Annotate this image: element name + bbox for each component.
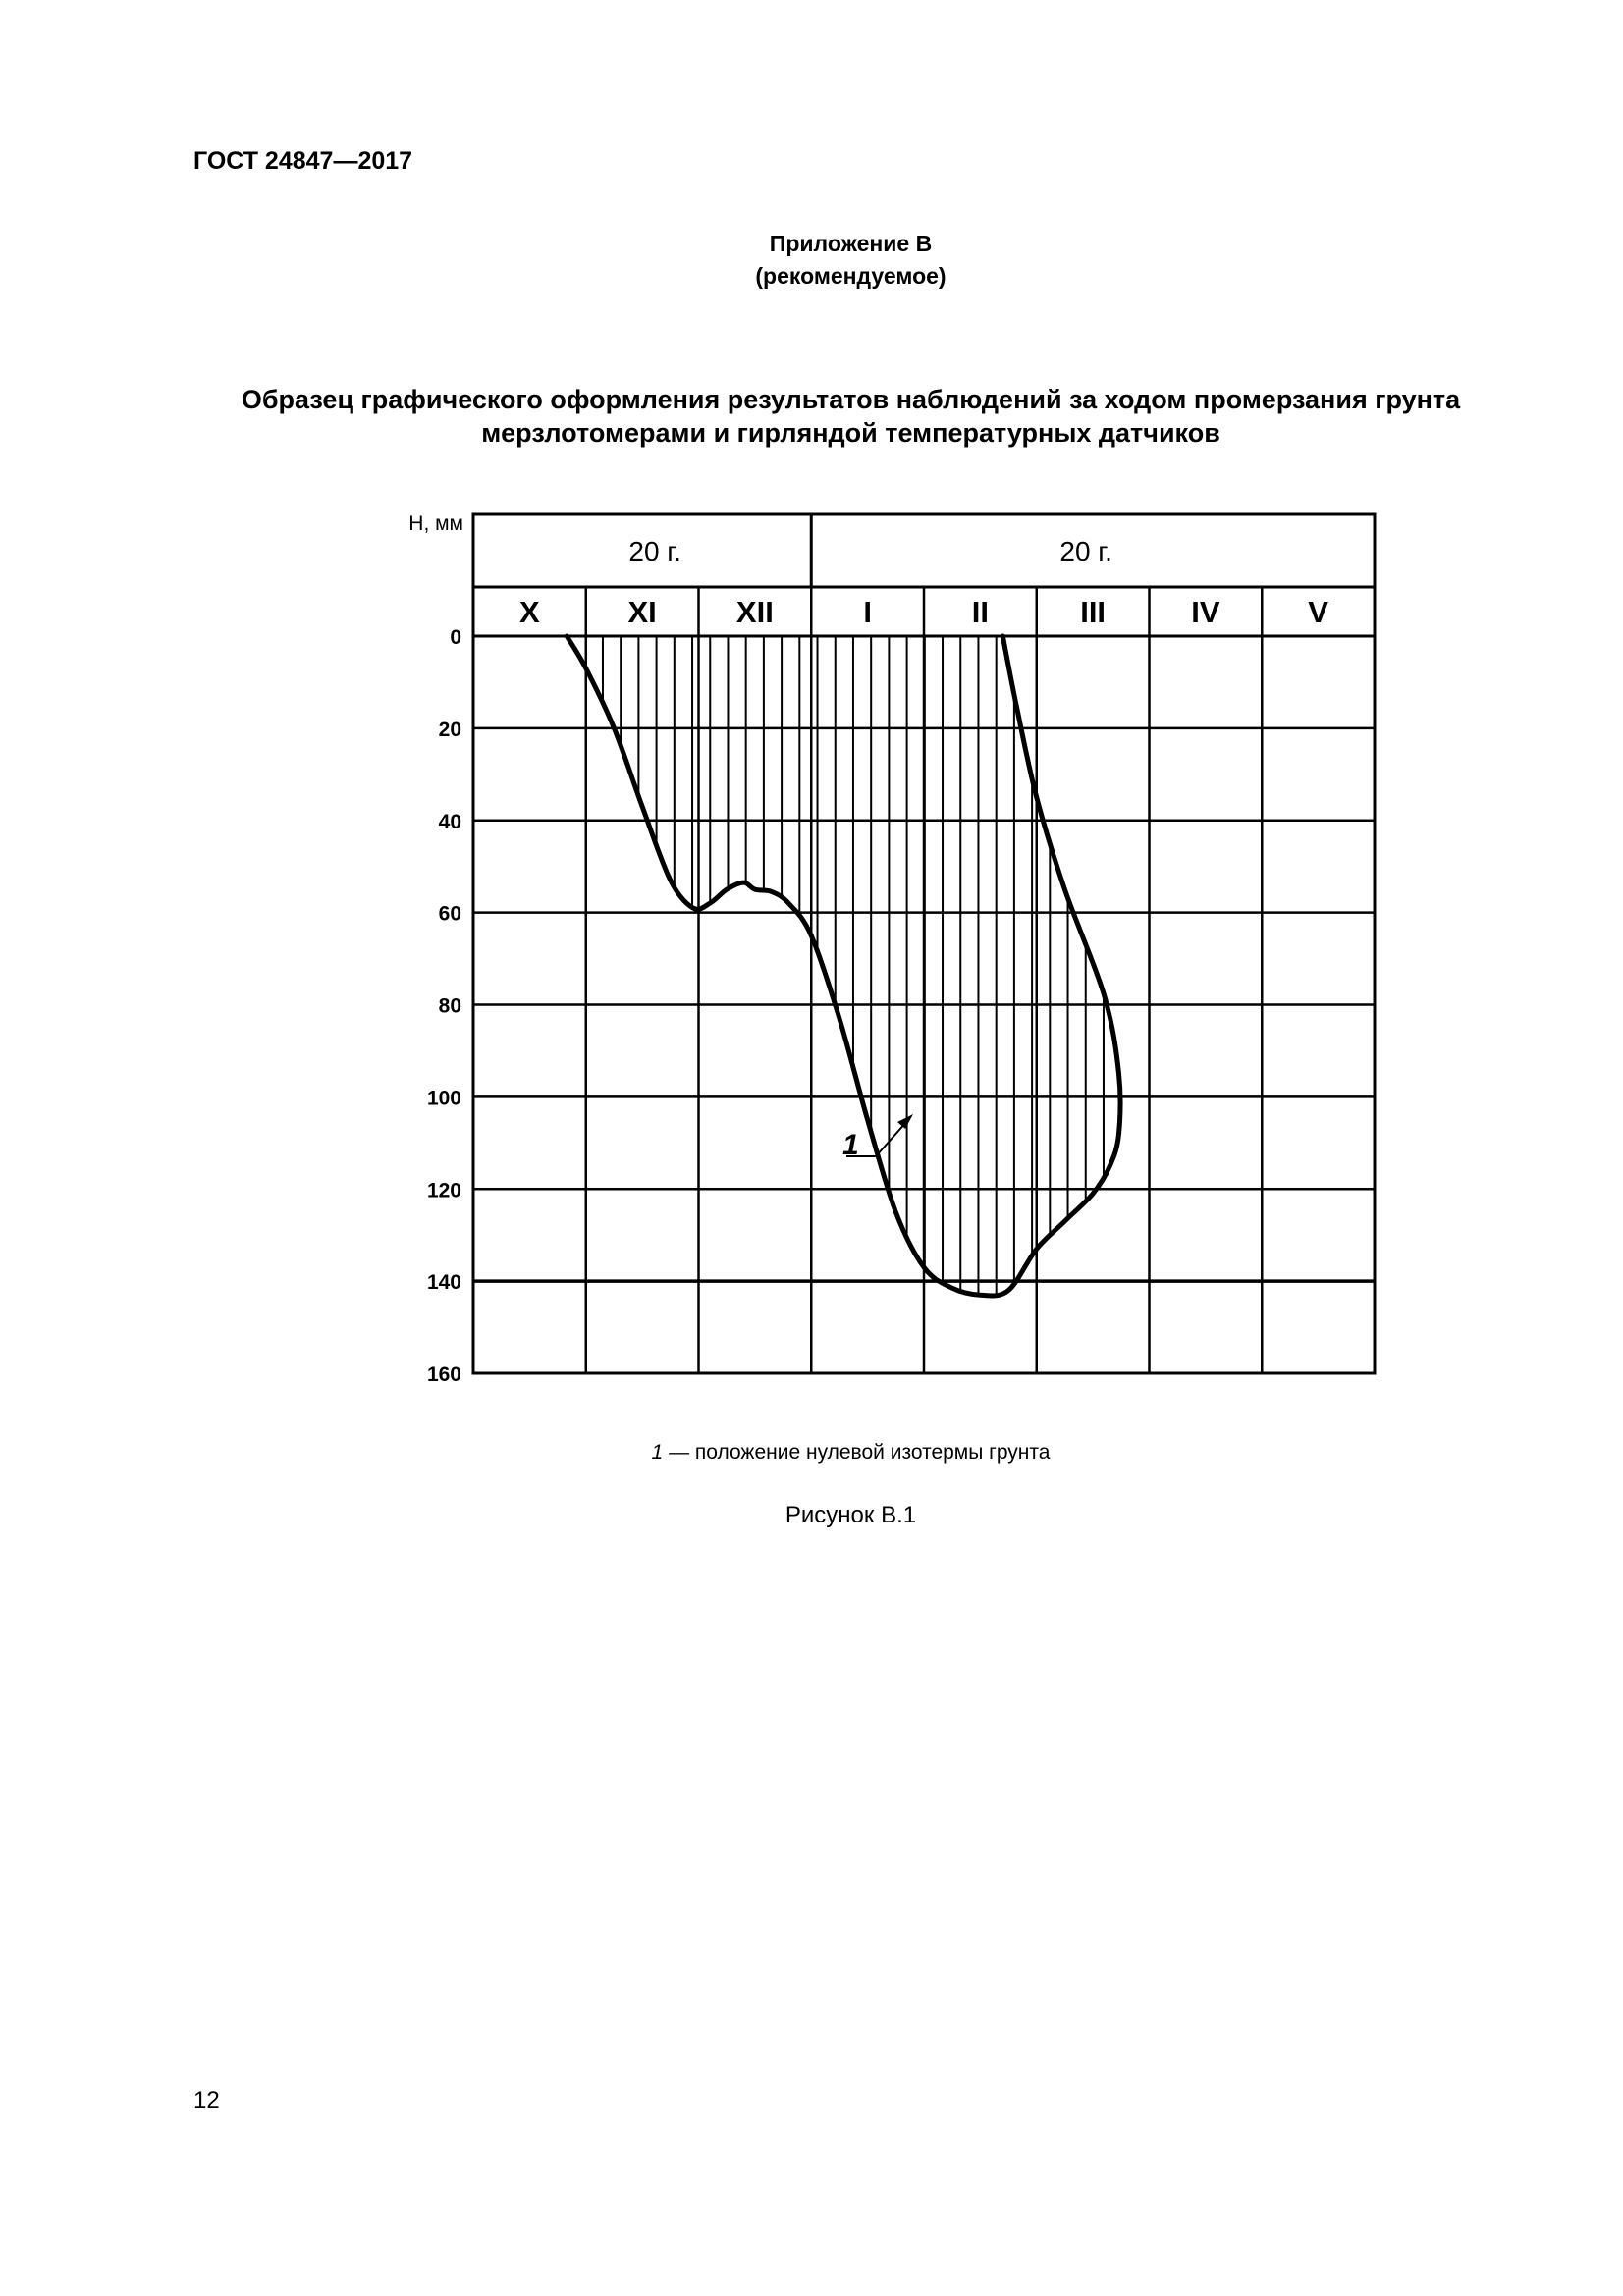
chart-grid: [473, 514, 1375, 1373]
month-label: X: [519, 595, 540, 629]
y-tick-label: 80: [438, 994, 461, 1018]
figure-label: Рисунок В.1: [784, 1502, 917, 1528]
month-label: IV: [1191, 595, 1220, 629]
curve-callout: [842, 1114, 913, 1161]
month-label: XII: [735, 595, 774, 629]
figure-title-line-2: мерзлотомерами и гирляндой температурных датчиков: [481, 418, 1220, 448]
y-tick-label: 0: [450, 626, 461, 649]
year-label: 20 г.: [628, 536, 681, 566]
callout-arrowhead: [897, 1114, 913, 1129]
legend-note: [0, 1441, 1623, 1465]
y-tick-label: 100: [426, 1087, 461, 1110]
month-label: V: [1308, 595, 1328, 629]
y-tick-label: 120: [426, 1179, 461, 1202]
month-label: III: [1080, 595, 1107, 629]
month-label: I: [863, 595, 872, 629]
y-axis-label: H, мм: [408, 512, 463, 535]
legend-number: 1: [651, 1441, 664, 1464]
y-tick-label: 60: [438, 902, 461, 926]
y-tick-label: 40: [438, 810, 461, 833]
frozen-zone-hatching: [603, 636, 1104, 1327]
y-tick-label: 140: [426, 1271, 461, 1295]
year-label: 20 г.: [1059, 536, 1112, 566]
figure-title-line-1: Образец графического оформления результатов наблюдений за ходом промерзания грунта: [241, 385, 1461, 414]
page-number: 12: [193, 2087, 220, 2113]
appendix-status: (рекомендуемое): [755, 263, 947, 289]
month-label: II: [971, 595, 989, 629]
chart-labels: [408, 512, 1328, 1386]
document-header: ГОСТ 24847—2017: [193, 147, 413, 175]
callout-label: 1: [842, 1129, 859, 1161]
month-label: XI: [627, 595, 657, 629]
legend-text: — положение нулевой изотермы грунта: [663, 1441, 1051, 1464]
y-tick-label: 20: [438, 718, 461, 741]
appendix-title: Приложение В: [769, 231, 933, 256]
y-tick-label: 160: [426, 1363, 461, 1386]
